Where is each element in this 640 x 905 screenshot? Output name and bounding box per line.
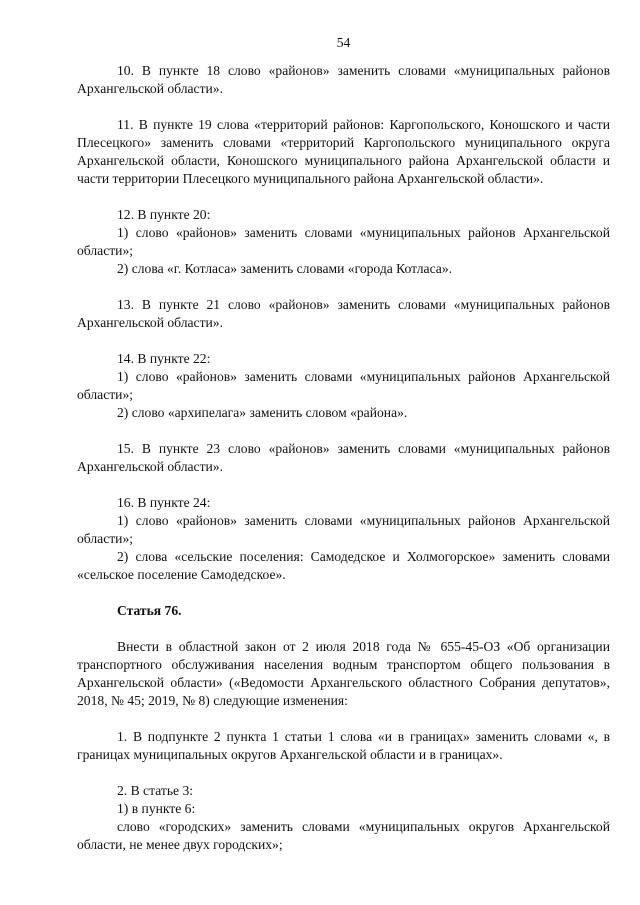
article-item-2-sub-1-text: слово «городских» заменить словами «муниципальных округов Архангельской области, не менее двух городских»; (77, 819, 610, 852)
paragraph-14-item-1: 1) слово «районов» заменить словами «муниципальных районов Архангельской области»; (77, 369, 610, 402)
paragraph-14-title: 14. В пункте 22: (117, 351, 211, 366)
article-item-2-title: 2. В статье 3: (117, 783, 194, 798)
paragraph-15: 15. В пункте 23 слово «районов» заменить словами «муниципальных районов Архангельской области». (77, 441, 610, 474)
paragraph-14-item-2: 2) слово «архипелага» заменить словом «района». (117, 405, 408, 420)
paragraph-12-item-1: 1) слово «районов» заменить словами «муниципальных районов Архангельской области»; (77, 225, 610, 258)
article-heading: Статья 76. (117, 603, 182, 618)
article-intro: Внести в областной закон от 2 июля 2018 года № 655-45-ОЗ «Об организации транспортного обслуживания населения водным транспортом общего пользования в Архангельской области» («Ведомости Архангельского областного Собрания депутатов», 2018, № 45; 2019, № 8) следующие изменения: (77, 639, 610, 708)
page-number: 54 (336, 35, 351, 50)
paragraph-16-item-1: 1) слово «районов» заменить словами «муниципальных районов Архангельской области»; (77, 513, 610, 546)
paragraph-16-title: 16. В пункте 24: (117, 495, 211, 510)
paragraph-11: 11. В пункте 19 слова «территорий районов: Каргопольского, Коношского и части Плесецкого» заменить словами «территорий Каргопольского муниципального округа Архангельской области, Коношского муниципального района Архангельской области и части территории Плесецкого муниципального района Архангельской области». (77, 117, 610, 186)
article-item-2-sub-1-title: 1) в пункте 6: (117, 801, 196, 816)
article-item-1: 1. В подпункте 2 пункта 1 статьи 1 слова «и в границах» заменить словами «, в границах муниципальных округов Архангельской области и в границах». (77, 729, 610, 762)
paragraph-13: 13. В пункте 21 слово «районов» заменить словами «муниципальных районов Архангельской области». (77, 297, 610, 330)
paragraph-12-item-2: 2) слова «г. Котласа» заменить словами «города Котласа». (117, 261, 453, 276)
paragraph-12-title: 12. В пункте 20: (117, 207, 211, 222)
paragraph-10: 10. В пункте 18 слово «районов» заменить словами «муниципальных районов Архангельской области». (77, 63, 610, 96)
paragraph-16-item-2: 2) слова «сельские поселения: Самодедское и Холмогорское» заменить словами «сельское поселение Самодедское». (77, 549, 610, 582)
